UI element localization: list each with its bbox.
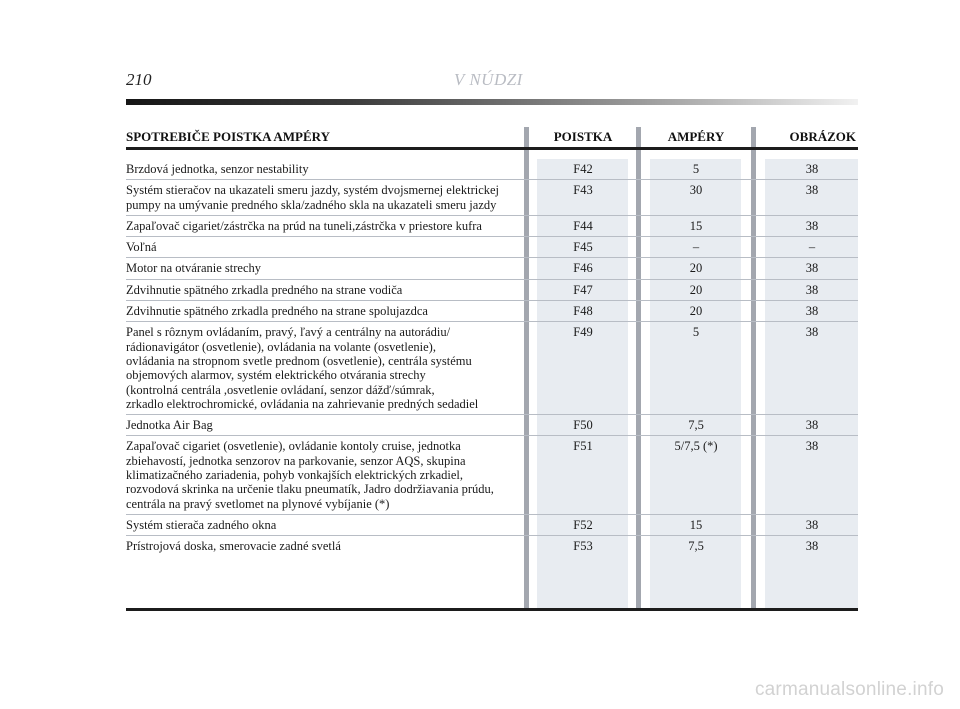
- table-row: [126, 159, 858, 180]
- table-bottom-rule: [126, 608, 858, 611]
- header-rule-thick: [126, 147, 858, 150]
- table-row: [126, 515, 858, 536]
- table-row: [126, 322, 858, 415]
- row-description-line: zrkadlo elektrochromické, ovládania na zahrievanie predných sedadiel: [126, 396, 479, 411]
- watermark: carmanualsonline.info: [754, 679, 944, 700]
- row-description-line: rozvodová skrinka na určenie tlaku pneumatík, Jadro dodržiavania prúdu,: [126, 482, 494, 497]
- header-description: SPOTREBIČE POISTKA AMPÉRY: [126, 129, 330, 144]
- page-number: 210: [126, 70, 152, 89]
- row-description: [126, 280, 521, 300]
- row-description-line: Prístrojová doska, smerovacie zadné svetlá: [126, 539, 341, 554]
- row-description-line: Motor na otváranie strechy: [126, 261, 262, 276]
- row-fuse: F47: [573, 282, 593, 297]
- row-description: [126, 322, 521, 414]
- row-description: [126, 536, 521, 556]
- row-amps: 5/7,5 (*): [674, 439, 718, 454]
- row-description-line: objemových alarmov, systém elektrického otvárania strechy: [126, 368, 426, 383]
- row-description-line: pumpy na umývanie predného skla/zadného skla na ukazateli smeru jazdy: [126, 197, 497, 212]
- row-amps: 20: [689, 261, 703, 276]
- header-fuse: POISTKA: [553, 129, 613, 144]
- row-description: [126, 180, 521, 215]
- row-fuse: F45: [573, 240, 593, 255]
- row-figure: 38: [805, 218, 819, 233]
- table-row: [126, 237, 858, 258]
- row-description-line: Panel s rôznym ovládaním, pravý, ľavý a centrálny na autorádiu/: [126, 325, 451, 340]
- row-description-line: Zapaľovač cigariet/zástrčka na prúd na tuneli,zástrčka v priestore kufra: [126, 218, 482, 233]
- row-description: [126, 258, 521, 278]
- table-row: [126, 216, 858, 237]
- row-amps: 5: [692, 325, 700, 340]
- row-description-line: zbiehavostí, jednotka senzorov na parkovanie, senzor AQS, skupina: [126, 453, 466, 468]
- row-amps: 7,5: [688, 539, 704, 554]
- table-row: [126, 280, 858, 301]
- row-fuse: F53: [573, 539, 593, 554]
- row-fuse: F51: [573, 439, 593, 454]
- row-fuse: F48: [573, 304, 593, 319]
- row-amps: –: [692, 240, 700, 255]
- row-description-line: klimatizačného zariadenia, pohyb vonkajších elektrických zrkadiel,: [126, 468, 464, 483]
- row-fuse: F42: [573, 162, 593, 176]
- row-description: [126, 415, 521, 435]
- row-figure: –: [808, 240, 816, 255]
- row-description: [126, 301, 521, 321]
- row-figure: 38: [805, 261, 819, 276]
- row-fuse: F44: [573, 218, 593, 233]
- row-description-line: Brzdová jednotka, senzor nestability: [126, 162, 309, 176]
- row-description-line: (kontrolná centrála ,osvetlenie ovládaní, senzor dážď/súmrak,: [126, 382, 435, 397]
- row-amps: 30: [689, 183, 703, 198]
- fuse-table: [126, 127, 858, 611]
- row-amps: 15: [689, 517, 703, 532]
- row-amps: 15: [689, 218, 703, 233]
- row-figure: 38: [805, 162, 819, 176]
- header-amps: AMPÉRY: [667, 129, 725, 144]
- table-row: [126, 436, 858, 514]
- table-rows: [126, 159, 858, 557]
- row-description-line: Systém stieračov na ukazateli smeru jazdy, systém dvojsmernej elektrickej: [126, 183, 500, 198]
- row-description: [126, 436, 521, 513]
- row-figure: 38: [805, 325, 819, 340]
- row-description-line: Systém stierača zadného okna: [126, 517, 277, 532]
- row-fuse: F52: [573, 517, 593, 532]
- row-description-line: Jednotka Air Bag: [126, 418, 213, 433]
- table-row: [126, 301, 858, 322]
- section-title: V NÚDZI: [454, 70, 523, 89]
- table-row: [126, 536, 858, 556]
- header-rule: [126, 99, 858, 105]
- row-description: [126, 237, 521, 257]
- row-description-line: Voľná: [126, 240, 157, 255]
- table-row: [126, 415, 858, 436]
- row-fuse: F43: [573, 183, 593, 198]
- row-figure: 38: [805, 304, 819, 319]
- row-figure: 38: [805, 439, 819, 454]
- row-figure: 38: [805, 282, 819, 297]
- row-amps: 5: [692, 162, 700, 176]
- row-fuse: F46: [573, 261, 593, 276]
- row-description: [126, 216, 521, 236]
- row-description-line: Zdvihnutie spätného zrkadla predného na strane vodiča: [126, 282, 403, 297]
- row-description-line: Zdvihnutie spätného zrkadla predného na strane spolujazdca: [126, 304, 428, 319]
- row-description: [126, 515, 521, 535]
- row-description-line: ovládania na stropnom svetle prednom (osvetlenie), centrála systému: [126, 353, 472, 368]
- table-row: [126, 258, 858, 279]
- row-description-line: Zapaľovač cigariet (osvetlenie), ovládanie kontoly cruise, jednotka: [126, 439, 461, 454]
- row-figure: 38: [805, 418, 819, 433]
- row-figure: 38: [805, 539, 819, 554]
- header-figure: OBRÁZOK: [789, 129, 856, 144]
- row-description-line: rádionavigátor (osvetlenie), ovládania na volante (osvetlenie),: [126, 339, 436, 354]
- row-amps: 7,5: [688, 418, 704, 433]
- table-row: [126, 180, 858, 216]
- row-fuse: F50: [573, 418, 593, 433]
- row-amps: 20: [689, 304, 703, 319]
- row-description-line: centrála na pravý svetlomet na plynové vybíjanie (*): [126, 496, 390, 511]
- table-header: [126, 127, 858, 149]
- row-figure: 38: [805, 183, 819, 198]
- row-description: [126, 159, 521, 179]
- row-fuse: F49: [573, 325, 593, 340]
- row-amps: 20: [689, 282, 703, 297]
- row-figure: 38: [805, 517, 819, 532]
